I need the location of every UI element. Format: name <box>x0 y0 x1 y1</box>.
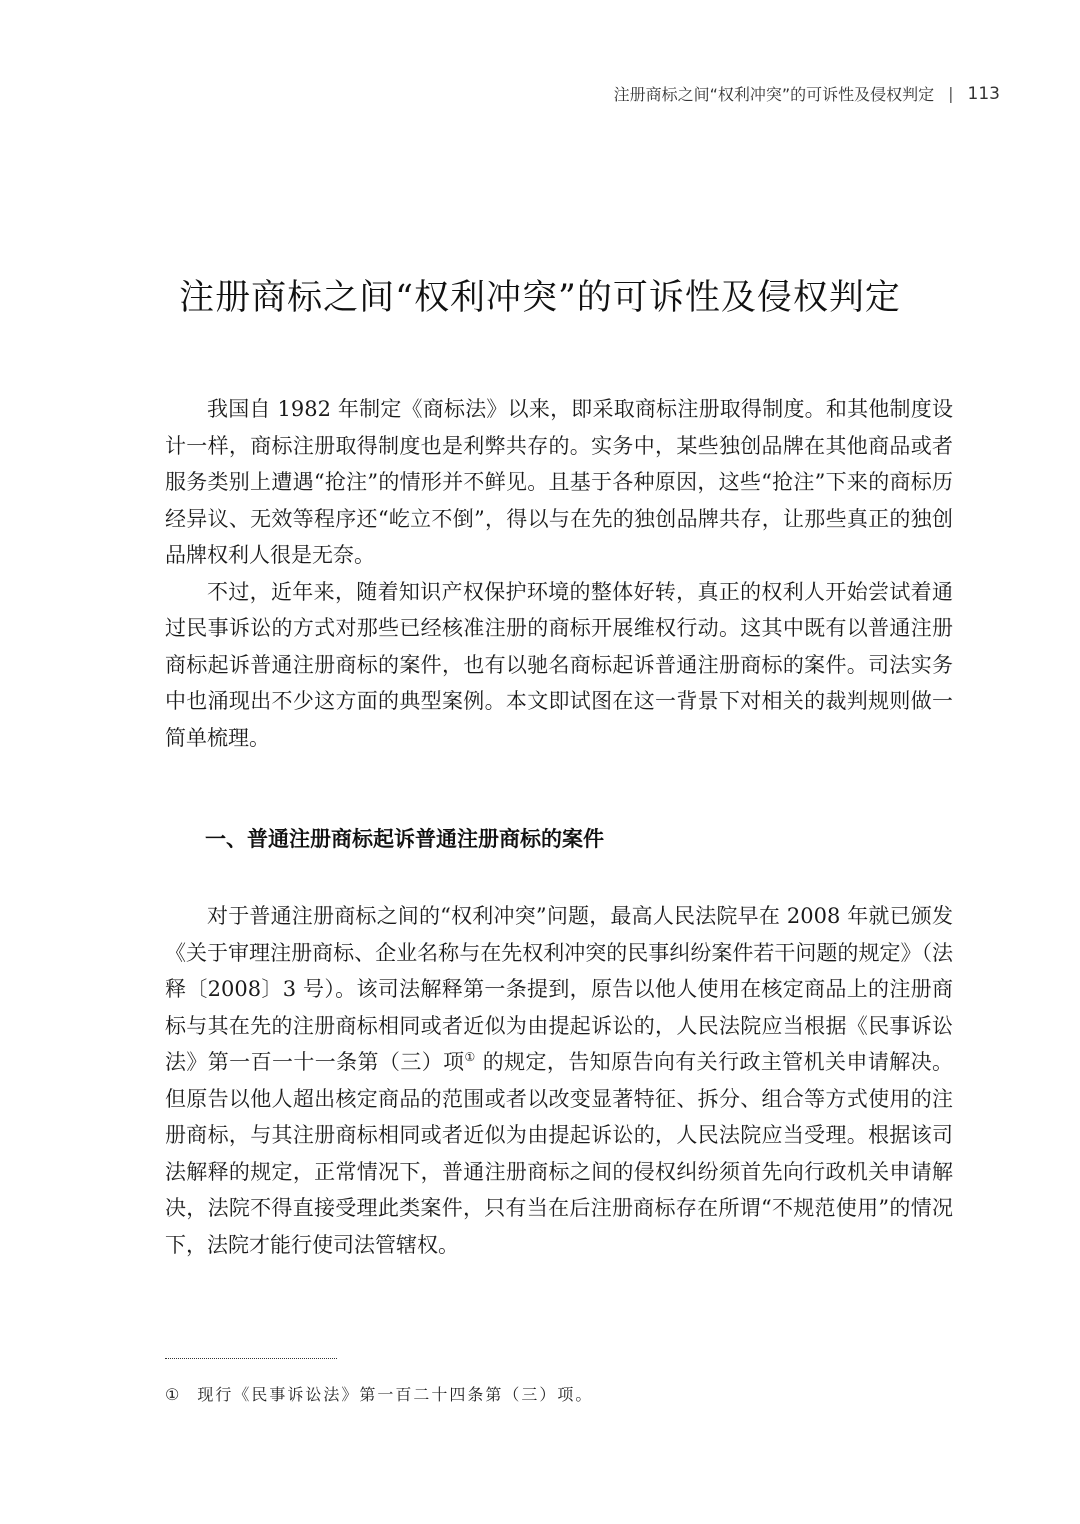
section-heading: 一、普通注册商标起诉普通注册商标的案件 <box>205 827 604 851</box>
footnote-text: 现行《民事诉讼法》第一百二十四条第（三）项。 <box>197 1385 594 1404</box>
footnote-divider <box>165 1358 337 1359</box>
paragraph-text-after-note: 的规定，告知原告向有关行政主管机关申请解决。但原告以他人超出核定商品的范围或者以改变显著特征、拆分、组合等方式使用的注册商标，与其注册商标相同或者近似为由提起诉讼的，人民法院应当受理。根据该司法解释的规定，正常情况下，普通注册商标之间的侵权纠纷须首先向行政机关申请解决，法院不得直接受理此类案件，只有当在后注册商标存在所谓“不规范使用”的情况下，法院才能行使司法管辖权。 <box>165 1050 954 1257</box>
footnote-mark: ① <box>165 1385 182 1404</box>
running-head-separator: | <box>948 84 954 103</box>
running-head-title: 注册商标之间“权利冲突”的可诉性及侵权判定 <box>613 85 935 104</box>
footnote <box>165 1382 955 1405</box>
intro-section <box>165 391 953 756</box>
article-title: 注册商标之间“权利冲突”的可诉性及侵权判定 <box>179 278 901 318</box>
paragraph-intro-2: 不过，近年来，随着知识产权保护环境的整体好转，真正的权利人开始尝试着通过民事诉讼的方式对那些已经核准注册的商标开展维权行动。这其中既有以普通注册商标起诉普通注册商标的案件，也有以驰名商标起诉普通注册商标的案件。司法实务中也涌现出不少这方面的典型案例。本文即试图在这一背景下对相关的裁判规则做一简单梳理。 <box>165 579 953 750</box>
paragraph-intro-1: 我国自 1982 年制定《商标法》以来，即采取商标注册取得制度。和其他制度设计一样，商标注册取得制度也是利弊共存的。实务中，某些独创品牌在其他商品或者服务类别上遭遇“抢注”的情形并不鲜见。且基于各种原因，这些“抢注”下来的商标历经异议、无效等程序还“屹立不倒”，得以与在先的独创品牌共存，让那些真正的独创品牌权利人很是无奈。 <box>165 397 953 567</box>
running-head <box>614 82 1000 105</box>
paragraph-text-before-note: 对于普通注册商标之间的“权利冲突”问题，最高人民法院早在 2008 年就已颁发《关于审理注册商标、企业名称与在先权利冲突的民事纠纷案件若干问题的规定》（法释〔2008〕3 号）。该司法解释第一条提到，原告以他人使用在核定商品上的注册商标与其在先的注册商标相同或者近似为由提起诉讼的，人民法院应当根据《民事诉讼法》第一百一十一条第（三）项 <box>165 904 953 1074</box>
paragraph-section-1 <box>165 898 953 1263</box>
section-one-body <box>165 898 953 1263</box>
page-number: 113 <box>967 83 1000 104</box>
footnote-reference[interactable]: ① <box>464 1050 476 1064</box>
